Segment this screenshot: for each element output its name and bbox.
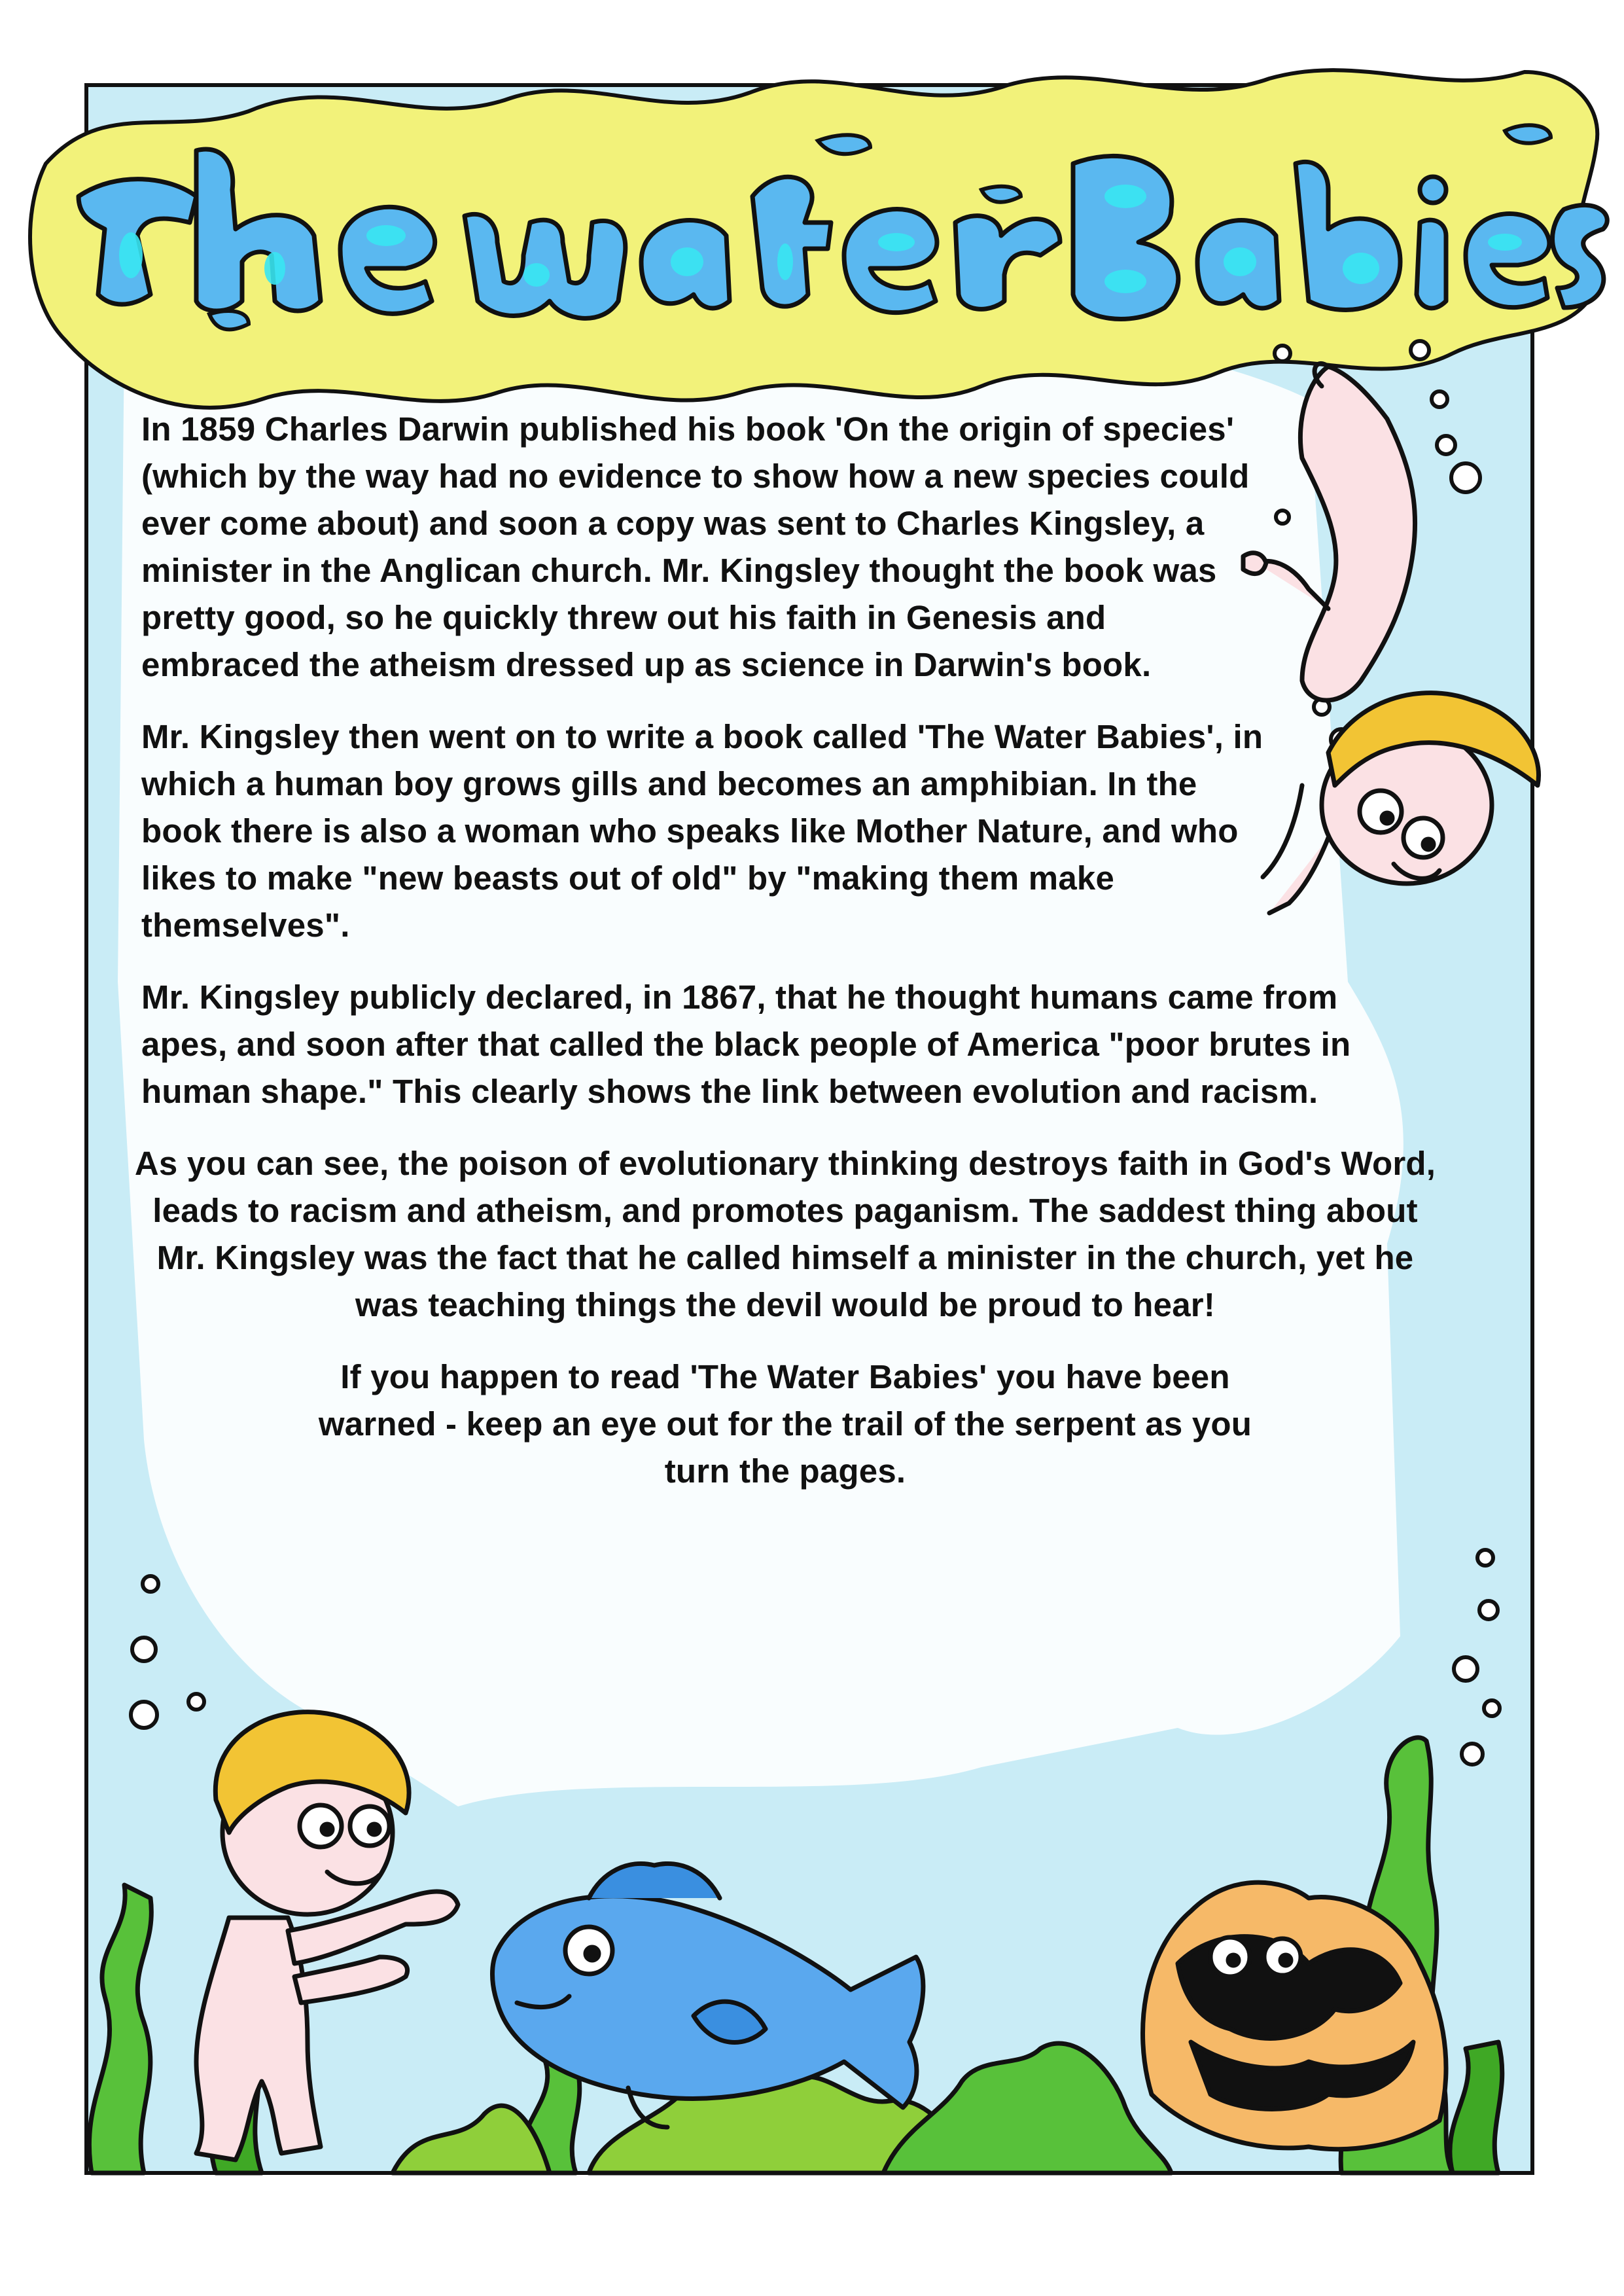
paragraph-water-babies-book: Mr. Kingsley then went on to write a book called 'The Water Babies', in which a human boy grows gills and becomes an amphibian. In the book there is also a woman who speaks like Mother Nature, and who likes to make "new beasts out of old" by "making them make themselves". xyxy=(141,718,1263,944)
title-banner xyxy=(30,70,1607,408)
paragraph-poison-evolution: As you can see, the poison of evolutionary thinking destroys faith in God's Word, leads to racism and atheism, and promotes paganism. The saddest thing about Mr. Kingsley was the fact that he called himself a minister in the church, yet he was teaching things the devil would be proud to hear! xyxy=(134,1145,1436,1323)
paragraph-declaration-1867: Mr. Kingsley publicly declared, in 1867, that he thought humans came from apes, and soon after that called the black people of America "poor brutes in human shape." This clearly shows the link between evolution and racism. xyxy=(141,978,1351,1110)
paragraph-warning: If you happen to read 'The Water Babies' you have been warned - keep an eye out for the trail of the serpent as you turn the pages. xyxy=(318,1358,1252,1490)
article-body xyxy=(131,406,1466,1780)
paragraph-darwin-kingsley: In 1859 Charles Darwin published his book 'On the origin of species' (which by the way had no evidence to show how a new species could ever come about) and soon a copy was sent to Charles Kingsley, a minister in the Anglican church. Mr. Kingsley thought the book was pretty good, so he quickly threw out his faith in Genesis and embraced the atheism dressed up as science in Darwin's book. xyxy=(141,410,1250,683)
